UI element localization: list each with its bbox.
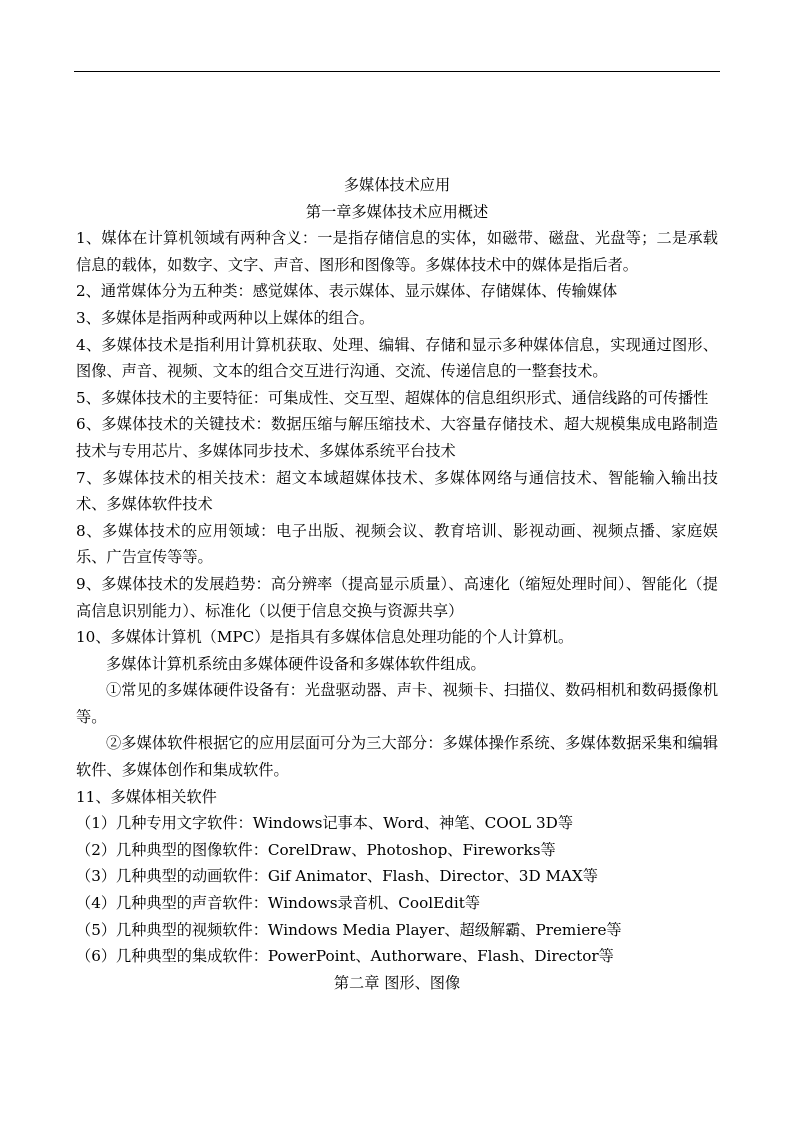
software-list-item-3: （3）几种典型的动画软件：Gif Animator、Flash、Director、3D MAX等 — [76, 867, 598, 886]
item-5: 5、多媒体技术的主要特征：可集成性、交互型、超媒体的信息组织形式、通信线路的可传播性 — [76, 388, 709, 407]
header-rule — [74, 71, 720, 72]
document-body — [76, 172, 718, 996]
item-6: 6、多媒体技术的关键技术：数据压缩与解压缩技术、大容量存储技术、超大规模集成电路制造技术与专用芯片、多媒体同步技术、多媒体系统平台技术 — [76, 415, 718, 460]
software-list-item-5: （5）几种典型的视频软件：Windows Media Player、超级解霸、Premiere等 — [76, 920, 622, 939]
item-8: 8、多媒体技术的应用领域：电子出版、视频会议、教育培训、影视动画、视频点播、家庭娱乐、广告宣传等等。 — [76, 521, 718, 567]
software-paragraph: ②多媒体软件根据它的应用层面可分为三大部分：多媒体操作系统、多媒体数据采集和编辑软件、多媒体创作和集成软件。 — [76, 734, 718, 780]
software-list-item-6: （6）几种典型的集成软件：PowerPoint、Authorware、Flash、Director等 — [76, 947, 614, 966]
item-7: 7、多媒体技术的相关技术：超文本域超媒体技术、多媒体网络与通信技术、智能输入输出技术、多媒体软件技术 — [76, 468, 718, 514]
item-9: 9、多媒体技术的发展趋势：高分辨率（提高显示质量）、高速化（缩短处理时间）、智能化（提高信息识别能力）、标准化（以便于信息交换与资源共享） — [76, 574, 718, 620]
chapter-2-title: 第二章 图形、图像 — [333, 973, 461, 992]
software-list-item-2: （2）几种典型的图像软件：CorelDraw、Photoshop、Fireworks等 — [76, 840, 556, 859]
software-list-item-4: （4）几种典型的声音软件：Windows录音机、CoolEdit等 — [76, 894, 481, 913]
document-title: 多媒体技术应用 — [343, 176, 451, 194]
software-list-item-1: （1）几种专用文字软件：Windows记事本、Word、神笔、COOL 3D等 — [76, 814, 574, 833]
item-4: 4、多媒体技术是指利用计算机获取、处理、编辑、存储和显示多种媒体信息，实现通过图形、图像、声音、视频、文本的组合交互进行沟通、交流、传递信息的一整套技术。 — [76, 335, 718, 381]
chapter-1-title: 第一章多媒体技术应用概述 — [305, 202, 489, 221]
item-11: 11、多媒体相关软件 — [76, 787, 217, 806]
item-3: 3、多媒体是指两种或两种以上媒体的组合。 — [76, 308, 375, 327]
item-10: 10、多媒体计算机（MPC）是指具有多媒体信息处理功能的个人计算机。 — [76, 628, 574, 647]
mpc-system-paragraph: 多媒体计算机系统由多媒体硬件设备和多媒体软件组成。 — [106, 654, 486, 673]
item-2: 2、通常媒体分为五种类：感觉媒体、表示媒体、显示媒体、存储媒体、传输媒体 — [76, 282, 618, 301]
hardware-paragraph: ①常见的多媒体硬件设备有：光盘驱动器、声卡、视频卡、扫描仪、数码相机和数码摄像机等。 — [76, 681, 718, 726]
item-1: 1、媒体在计算机领域有两种含义：一是指存储信息的实体，如磁带、磁盘、光盘等；二是承载信息的载体，如数字、文字、声音、图形和图像等。多媒体技术中的媒体是指后者。 — [76, 229, 718, 274]
